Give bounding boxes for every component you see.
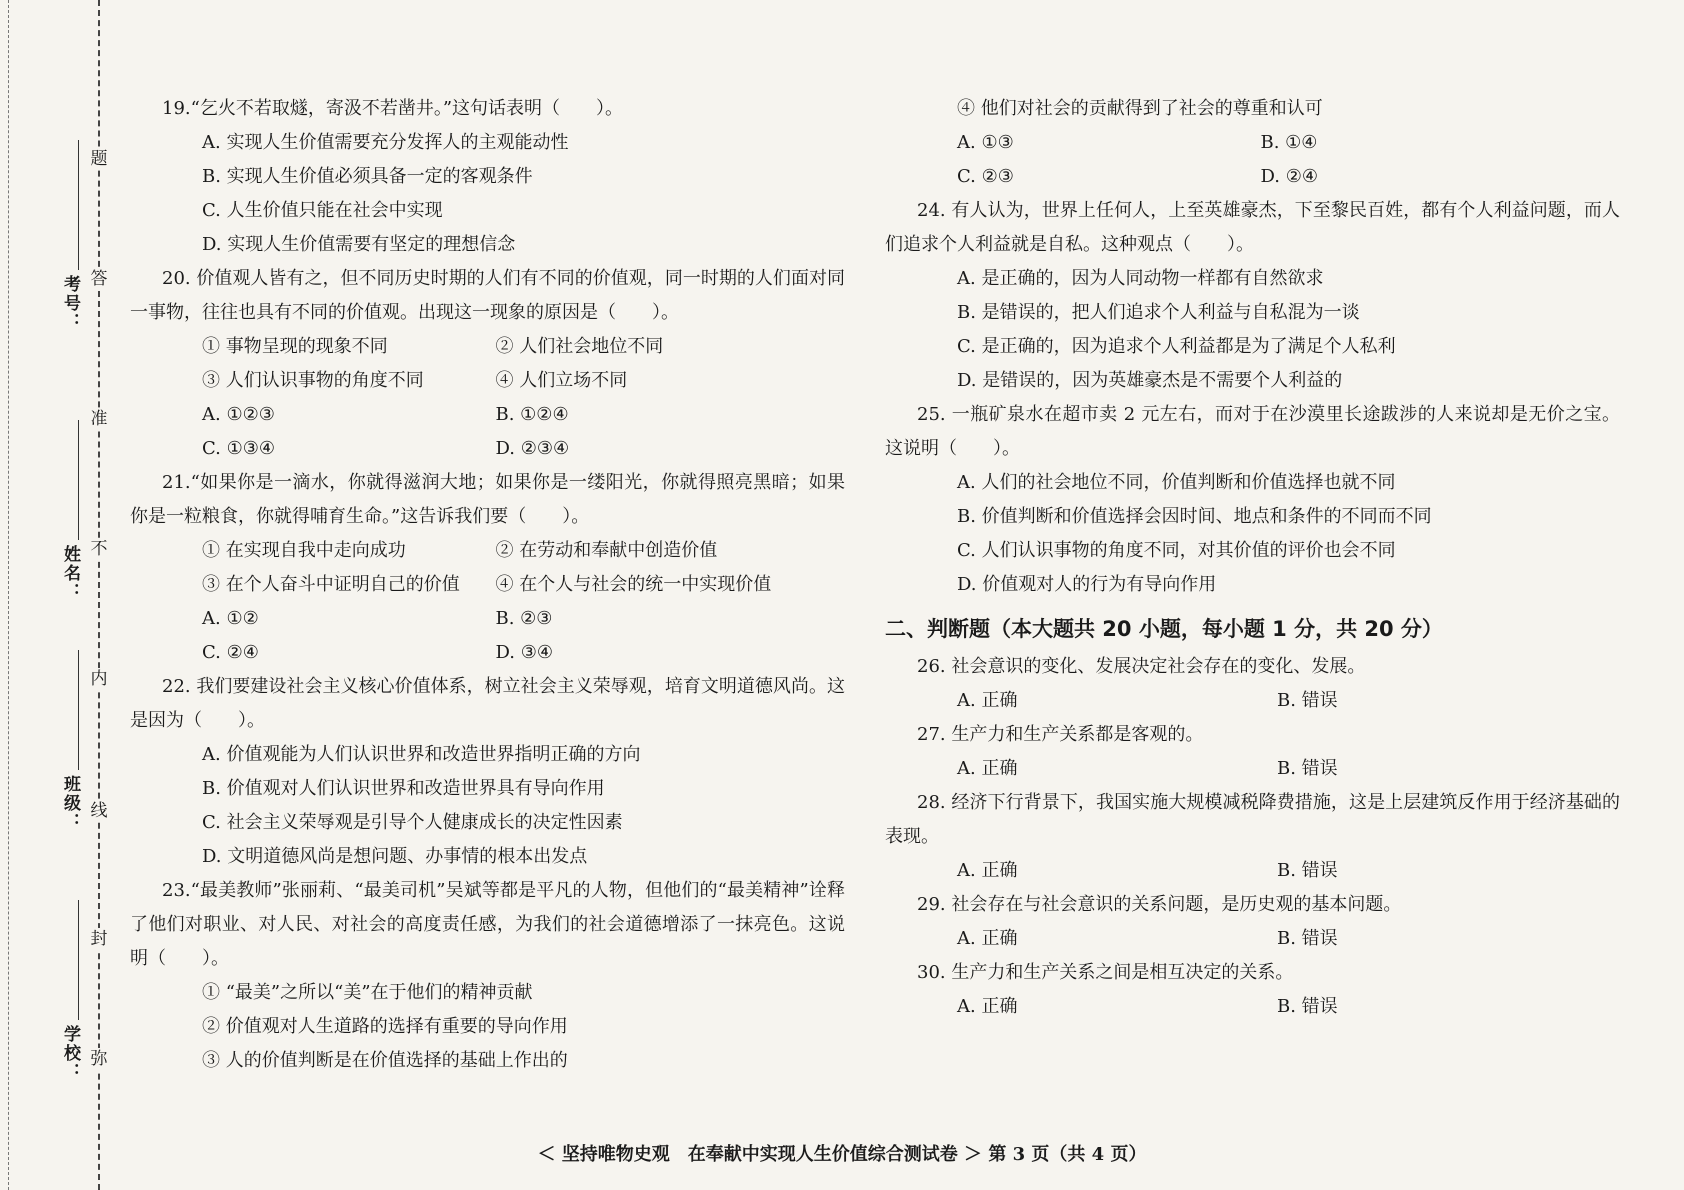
option: C. 社会主义荣辱观是引导个人健康成长的决定性因素: [202, 812, 623, 833]
question-stem: 29. 社会存在与社会意识的关系问题，是历史观的基本问题。: [917, 894, 1402, 915]
option: A. 人们的社会地位不同，价值判断和价值选择也就不同: [957, 472, 1396, 493]
question-25: [885, 398, 1620, 602]
right-column: [885, 92, 1620, 1024]
option: B. 价值观对人们认识世界和改造世界具有导向作用: [202, 778, 605, 799]
option: A. ①③: [957, 132, 1014, 153]
seal-char: 不: [88, 538, 110, 560]
field-line: [78, 420, 79, 540]
option-false: B. 错误: [1277, 758, 1338, 779]
question-stem: 21.“如果你是一滴水，你就得滋润大地；如果你是一缕阳光，你就得照亮黑暗；如果你是一粒粮食，你就得哺育生命。”这告诉我们要（ ）。: [130, 472, 845, 527]
question-28: [885, 786, 1620, 888]
option-true: A. 正确: [957, 996, 1018, 1017]
option: ② 价值观对人生道路的选择有重要的导向作用: [202, 1016, 568, 1037]
option: C. ②③: [957, 166, 1014, 187]
option: ③ 人的价值判断是在价值选择的基础上作出的: [202, 1050, 568, 1071]
exam-number-field[interactable]: [58, 140, 84, 332]
option: ④ 他们对社会的贡献得到了社会的尊重和认可: [957, 98, 1323, 119]
question-stem: 30. 生产力和生产关系之间是相互决定的关系。: [917, 962, 1294, 983]
question-23: [130, 874, 845, 1078]
option-false: B. 错误: [1277, 928, 1338, 949]
binding-margin: [0, 0, 120, 1190]
option: D. ③④: [495, 642, 554, 663]
option: D. ②③④: [495, 438, 570, 459]
option: ① 在实现自我中走向成功: [202, 540, 406, 561]
field-label: 姓名：: [60, 545, 80, 602]
question-21: [130, 466, 845, 670]
option: B. 是错误的，把人们追求个人利益与自私混为一谈: [957, 302, 1360, 323]
question-stem: 19.“乞火不若取燧，寄汲不若凿井。”这句话表明（ ）。: [162, 98, 624, 119]
question-stem: 23.“最美教师”张丽莉、“最美司机”吴斌等都是平凡的人物，但他们的“最美精神”诠释了他们对职业、对人民、对社会的高度责任感，为我们的社会道德增添了一抹亮色。这说明（ ）。: [130, 880, 845, 969]
question-stem: 26. 社会意识的变化、发展决定社会存在的变化、发展。: [917, 656, 1366, 677]
option: ④ 人们立场不同: [495, 370, 628, 391]
option: B. ②③: [495, 608, 553, 629]
option: C. ①③④: [202, 438, 275, 459]
option: D. ②④: [1260, 166, 1319, 187]
question-stem: 24. 有人认为，世界上任何人，上至英雄豪杰，下至黎民百姓，都有个人利益问题，而人们追求个人利益就是自私。这种观点（ ）。: [885, 200, 1620, 255]
question-26: [885, 650, 1620, 718]
seal-char: 内: [88, 668, 110, 690]
option-true: A. 正确: [957, 928, 1018, 949]
option: A. 价值观能为人们认识世界和改造世界指明正确的方向: [202, 744, 641, 765]
option: C. ②④: [202, 642, 259, 663]
option: A. 实现人生价值需要充分发挥人的主观能动性: [202, 132, 569, 153]
option: ③ 人们认识事物的角度不同: [202, 370, 424, 391]
question-stem: 28. 经济下行背景下，我国实施大规模减税降费措施，这是上层建筑反作用于经济基础的表现。: [885, 792, 1620, 847]
seal-char: 线: [88, 800, 110, 822]
name-field[interactable]: [58, 420, 84, 602]
seal-char: 题: [88, 148, 110, 170]
question-22: [130, 670, 845, 874]
option-false: B. 错误: [1277, 860, 1338, 881]
seal-char: 弥: [88, 1048, 110, 1070]
option: ① 事物呈现的现象不同: [202, 336, 388, 357]
option: A. ①②③: [202, 404, 275, 425]
option: ② 在劳动和奉献中创造价值: [495, 540, 718, 561]
question-stem: 27. 生产力和生产关系都是客观的。: [917, 724, 1204, 745]
class-field[interactable]: [58, 650, 84, 832]
option: B. ①④: [1260, 132, 1318, 153]
option-true: A. 正确: [957, 690, 1018, 711]
option-false: B. 错误: [1277, 996, 1338, 1017]
option-true: A. 正确: [957, 860, 1018, 881]
option-false: B. 错误: [1277, 690, 1338, 711]
question-stem: 25. 一瓶矿泉水在超市卖 2 元左右，而对于在沙漠里长途跋涉的人来说却是无价之宝。这说明（ ）。: [885, 404, 1620, 459]
option: ② 人们社会地位不同: [495, 336, 664, 357]
option: D. 实现人生价值需要有坚定的理想信念: [202, 234, 516, 255]
question-23-continued: [885, 92, 1620, 194]
question-27: [885, 718, 1620, 786]
question-stem: 20. 价值观人皆有之，但不同历史时期的人们有不同的价值观，同一时期的人们面对同一事物，往往也具有不同的价值观。出现这一现象的原因是（ ）。: [130, 268, 845, 323]
option: A. ①②: [202, 608, 259, 629]
option: A. 是正确的，因为人同动物一样都有自然欲求: [957, 268, 1324, 289]
option: ③ 在个人奋斗中证明自己的价值: [202, 574, 460, 595]
seal-char: 准: [88, 408, 110, 430]
option: ① “最美”之所以“美”在于他们的精神贡献: [202, 982, 533, 1003]
field-label: 考号：: [60, 275, 80, 332]
question-stem: 22. 我们要建设社会主义核心价值体系，树立社会主义荣辱观，培育文明道德风尚。这是因为（ ）。: [130, 676, 845, 731]
option: C. 是正确的，因为追求个人利益都是为了满足个人私利: [957, 336, 1396, 357]
question-19: [130, 92, 845, 262]
field-label: 学校：: [60, 1025, 80, 1082]
option: B. 实现人生价值必须具备一定的客观条件: [202, 166, 533, 187]
option: B. ①②④: [495, 404, 569, 425]
field-line: [78, 650, 79, 770]
option: C. 人们认识事物的角度不同，对其价值的评价也会不同: [957, 540, 1396, 561]
question-29: [885, 888, 1620, 956]
page-footer: ＜ 坚持唯物史观 在奉献中实现人生价值综合测试卷 ＞ 第 3 页（共 4 页）: [537, 1144, 1147, 1165]
outer-dashed-line: [8, 0, 9, 1190]
field-line: [78, 900, 79, 1020]
option: B. 价值判断和价值选择会因时间、地点和条件的不同而不同: [957, 506, 1432, 527]
option: D. 价值观对人的行为有导向作用: [957, 574, 1217, 595]
question-24: [885, 194, 1620, 398]
seal-dashed-line: [98, 0, 100, 1190]
option: ④ 在个人与社会的统一中实现价值: [495, 574, 772, 595]
option: D. 文明道德风尚是想问题、办事情的根本出发点: [202, 846, 588, 867]
option: D. 是错误的，因为英雄豪杰是不需要个人利益的: [957, 370, 1343, 391]
question-20: [130, 262, 845, 466]
option-true: A. 正确: [957, 758, 1018, 779]
left-column: [130, 92, 845, 1078]
seal-char: 答: [88, 268, 110, 290]
option: C. 人生价值只能在社会中实现: [202, 200, 443, 221]
field-line: [78, 140, 79, 270]
field-label: 班级：: [60, 775, 80, 832]
school-field[interactable]: [58, 900, 84, 1082]
question-30: [885, 956, 1620, 1024]
section-heading: 二、判断题（本大题共 20 小题，每小题 1 分，共 20 分）: [885, 617, 1443, 641]
seal-char: 封: [88, 928, 110, 950]
